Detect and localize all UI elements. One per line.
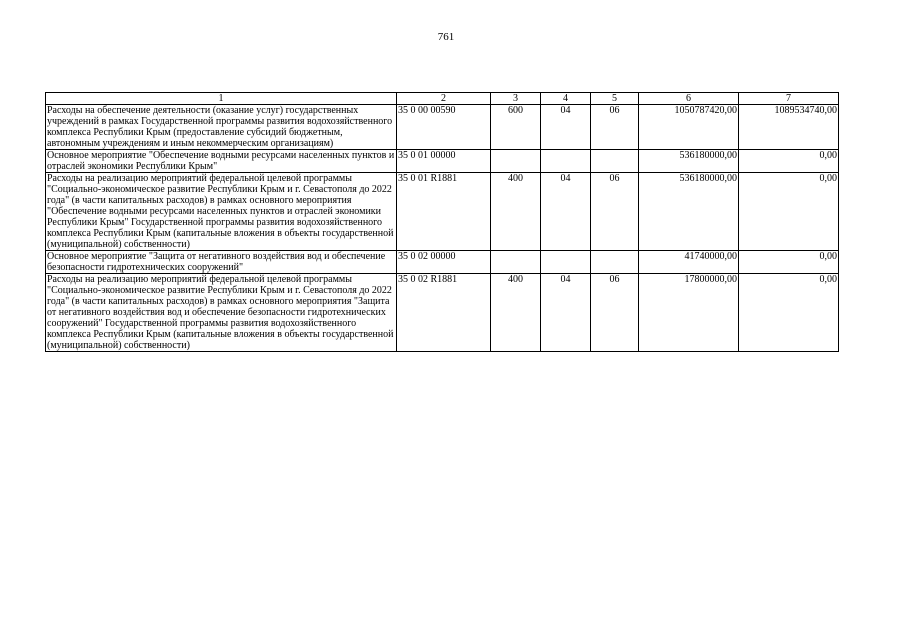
row-amount-col7: 0,00 bbox=[739, 274, 839, 352]
table-row bbox=[46, 150, 839, 173]
header-col-2: 2 bbox=[397, 93, 491, 105]
table-row bbox=[46, 274, 839, 352]
row-target-code: 35 0 02 00000 bbox=[397, 251, 491, 274]
row-amount-col6: 536180000,00 bbox=[639, 150, 739, 173]
header-col-6: 6 bbox=[639, 93, 739, 105]
row-section: 04 bbox=[541, 173, 591, 251]
row-description: Расходы на реализацию мероприятий федеральной целевой программы "Социально-экономическое развитие Республики Крым и г. Севастополя до 2022 года" (в части капитальных расходов) в рамках основного мероприятия "Защита от негативного воздействия вод и обеспечение безопасности гидротехнических сооружений" Государственной программы развития водохозяйственного комплекса Республики Крым (капитальные вложения в объекты государственной (муниципальной) собственности) bbox=[46, 274, 397, 352]
row-description: Основное мероприятие "Обеспечение водными ресурсами населенных пунктов и отраслей экономики Республики Крым" bbox=[46, 150, 397, 173]
row-section bbox=[541, 150, 591, 173]
row-amount-col7: 0,00 bbox=[739, 251, 839, 274]
row-subsection: 06 bbox=[591, 173, 639, 251]
row-description: Расходы на реализацию мероприятий федеральной целевой программы "Социально-экономическое развитие Республики Крым и г. Севастополя до 2022 года" (в части капитальных расходов) в рамках основного мероприятия "Обеспечение водными ресурсами населенных пунктов и отраслей экономики Республики Крым" Государственной программы развития водохозяйственного комплекса Республики Крым (капитальные вложения в объекты государственной (муниципальной) собственности) bbox=[46, 173, 397, 251]
header-col-5: 5 bbox=[591, 93, 639, 105]
header-row bbox=[46, 93, 839, 105]
header-col-4: 4 bbox=[541, 93, 591, 105]
row-amount-col7: 0,00 bbox=[739, 173, 839, 251]
row-expense-type bbox=[491, 150, 541, 173]
row-description: Расходы на обеспечение деятельности (оказание услуг) государственных учреждений в рамках Государственной программы развития водохозяйственного комплекса Республики Крым (предоставление субсидий бюджетным, автономным учреждениям и иным некоммерческим организациям) bbox=[46, 105, 397, 150]
row-subsection: 06 bbox=[591, 274, 639, 352]
table-row bbox=[46, 105, 839, 150]
row-amount-col6: 1050787420,00 bbox=[639, 105, 739, 150]
row-expense-type: 400 bbox=[491, 173, 541, 251]
row-subsection bbox=[591, 251, 639, 274]
header-col-3: 3 bbox=[491, 93, 541, 105]
row-section bbox=[541, 251, 591, 274]
row-target-code: 35 0 01 00000 bbox=[397, 150, 491, 173]
budget-table bbox=[45, 92, 839, 352]
row-amount-col7: 0,00 bbox=[739, 150, 839, 173]
row-target-code: 35 0 01 R1881 bbox=[397, 173, 491, 251]
header-col-7: 7 bbox=[739, 93, 839, 105]
row-description: Основное мероприятие "Защита от негативного воздействия вод и обеспечение безопасности гидротехнических сооружений" bbox=[46, 251, 397, 274]
row-subsection bbox=[591, 150, 639, 173]
row-amount-col7: 1089534740,00 bbox=[739, 105, 839, 150]
header-col-1: 1 bbox=[46, 93, 397, 105]
table-row bbox=[46, 173, 839, 251]
row-section: 04 bbox=[541, 105, 591, 150]
row-expense-type bbox=[491, 251, 541, 274]
page-number: 761 bbox=[437, 31, 455, 43]
row-amount-col6: 17800000,00 bbox=[639, 274, 739, 352]
row-section: 04 bbox=[541, 274, 591, 352]
row-expense-type: 600 bbox=[491, 105, 541, 150]
table-row bbox=[46, 251, 839, 274]
row-expense-type: 400 bbox=[491, 274, 541, 352]
row-target-code: 35 0 00 00590 bbox=[397, 105, 491, 150]
row-target-code: 35 0 02 R1881 bbox=[397, 274, 491, 352]
row-amount-col6: 41740000,00 bbox=[639, 251, 739, 274]
row-subsection: 06 bbox=[591, 105, 639, 150]
row-amount-col6: 536180000,00 bbox=[639, 173, 739, 251]
